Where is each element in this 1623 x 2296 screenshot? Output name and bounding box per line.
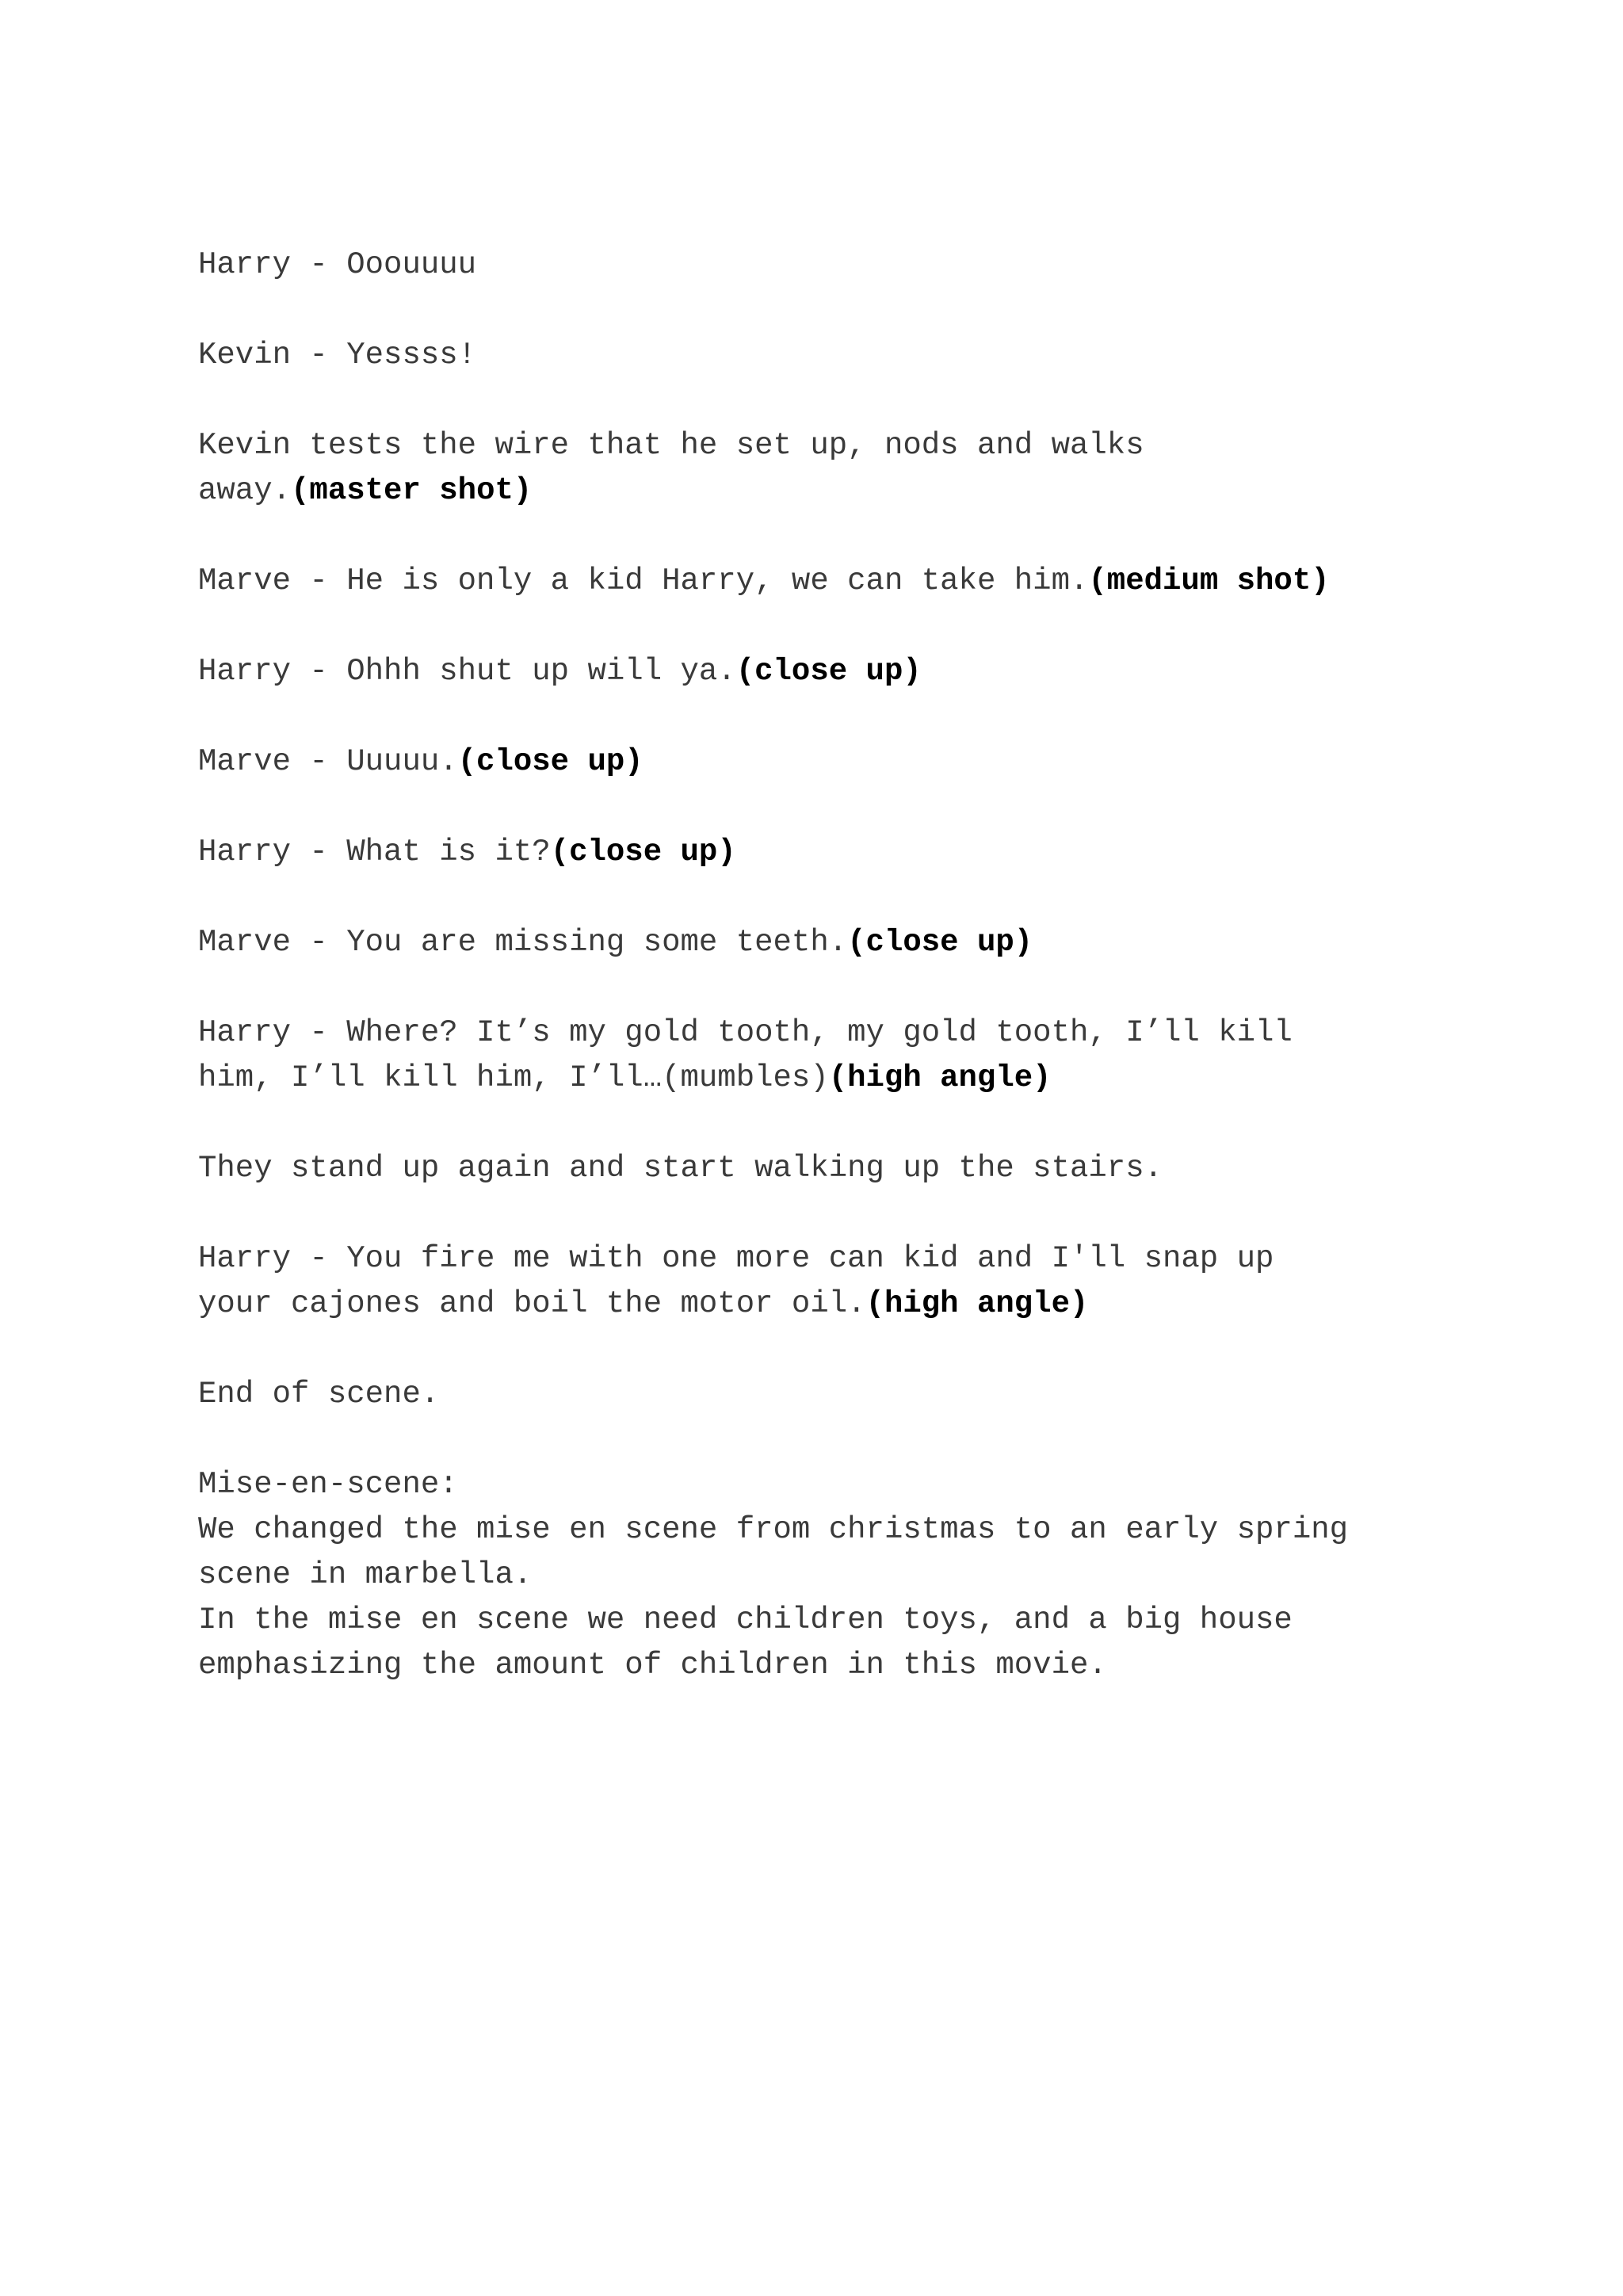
shot-type-label: (master shot) (291, 473, 533, 508)
action-text: They stand up again and start walking up the stairs. (198, 1151, 1163, 1186)
shot-type-label: (close up) (847, 925, 1033, 960)
shot-type-label: (high angle) (828, 1060, 1052, 1095)
action-text: Kevin tests the wire that he set up, nods and walks away. (198, 428, 1144, 508)
shot-type-label: (close up) (550, 835, 736, 869)
script-line-harry-one-more-can (198, 1236, 1545, 1327)
shot-type-label: (close up) (457, 744, 643, 779)
mise-en-scene-heading: Mise-en-scene: (198, 1467, 458, 1502)
dialogue-text: Marve - You are missing some teeth. (198, 925, 848, 960)
dialogue-text: Marve - Uuuuu. (198, 744, 458, 779)
script-body (198, 243, 1545, 1688)
shot-type-label: (high angle) (865, 1286, 1089, 1321)
dialogue-text: Harry - You fire me with one more can kid and I'll snap up your cajones and boil the motor oil. (198, 1241, 1274, 1321)
mise-en-scene-line: We changed the mise en scene from christmas to an early spring scene in marbella. (198, 1512, 1349, 1592)
shot-type-label: (medium shot) (1088, 563, 1330, 598)
scene-end-text: End of scene. (198, 1377, 440, 1412)
dialogue-text: Kevin - Yessss! (198, 338, 477, 372)
script-line-kevin-yessss (198, 333, 1545, 378)
script-line-kevin-tests-wire (198, 423, 1545, 514)
mise-en-scene-section (198, 1462, 1545, 1688)
shot-type-label: (close up) (735, 654, 922, 689)
script-line-end-of-scene (198, 1372, 1545, 1417)
dialogue-text: Marve - He is only a kid Harry, we can take him. (198, 563, 1089, 598)
script-line-harry-what-is-it (198, 830, 1545, 875)
dialogue-text: Harry - Ohhh shut up will ya. (198, 654, 736, 689)
script-line-marve-missing-teeth (198, 920, 1545, 965)
script-line-harry-shut-up (198, 649, 1545, 694)
script-line-harry-ooouuuu (198, 243, 1545, 288)
dialogue-text: Harry - Where? It’s my gold tooth, my gold tooth, I’ll kill him, I’ll kill him, I’ll…(mumbles) (198, 1015, 1293, 1095)
script-line-marve-uuuuu (198, 739, 1545, 785)
script-line-marve-only-a-kid (198, 559, 1545, 604)
dialogue-text: Harry - Ooouuuu (198, 247, 477, 282)
script-line-stairs-action (198, 1146, 1545, 1191)
script-line-harry-gold-tooth (198, 1010, 1545, 1101)
dialogue-text: Harry - What is it? (198, 835, 551, 869)
mise-en-scene-line: In the mise en scene we need children toys, and a big house emphasizing the amount of children in this movie. (198, 1603, 1293, 1683)
